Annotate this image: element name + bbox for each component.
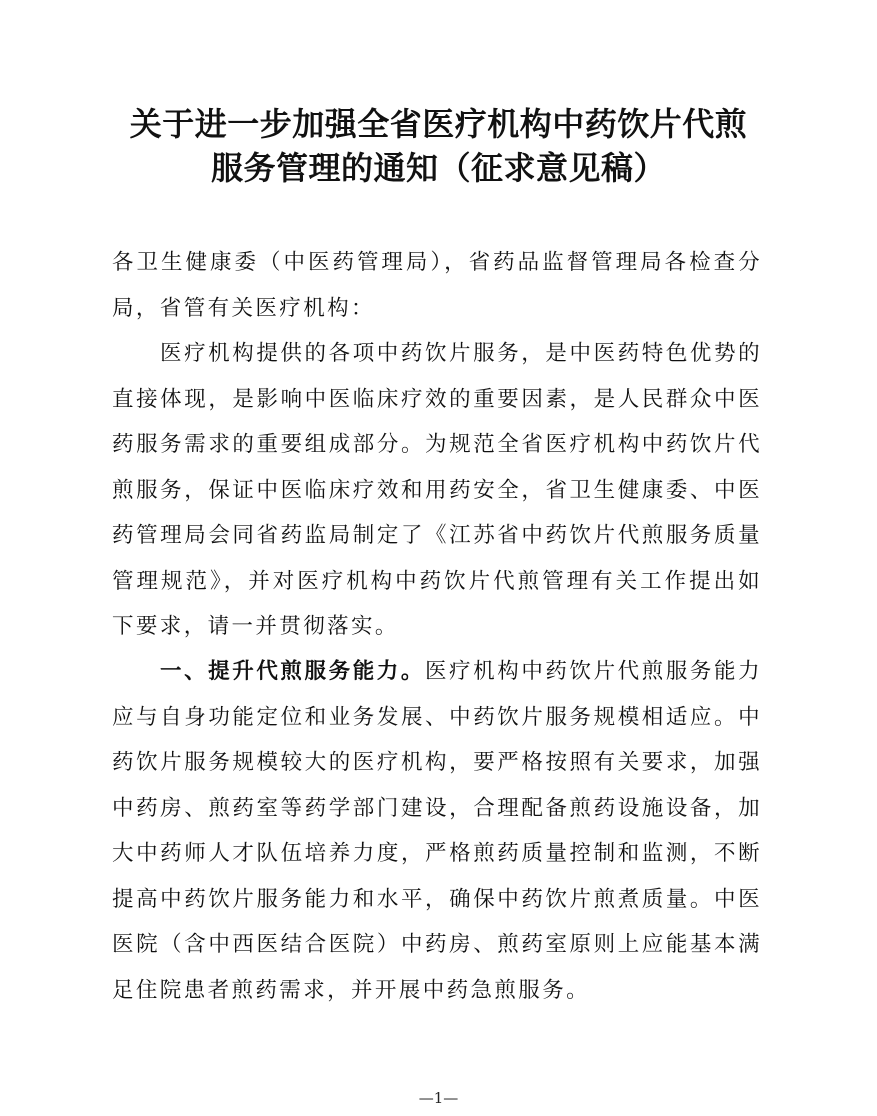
section-1-body: 医疗机构中药饮片代煎服务能力应与自身功能定位和业务发展、中药饮片服务规模相适应。中药饮片服务规模较大的医疗机构，要严格按照有关要求，加强中药房、煎药室等药学部门建设，合理配备煎药设施设备，加大中药师人才队伍培养力度，严格煎药质量控制和监测，不断提高中药饮片服务能力和水平，确保中药饮片煎煮质量。中医医院（含中西医结合医院）中药房、煎药室原则上应能基本满足住院患者煎药需求，并开展中药急煎服务。 xyxy=(112,659,762,1003)
salutation: 各卫生健康委（中医药管理局），省药品监督管理局各检查分局，省管有关医疗机构： xyxy=(112,250,762,321)
intro-paragraph: 医疗机构提供的各项中药饮片服务，是中医药特色优势的直接体现，是影响中医临床疗效的重要因素，是人民群众中医药服务需求的重要组成部分。为规范全省医疗机构中药饮片代煎服务，保证中医临床疗效和用药安全，省卫生健康委、中医药管理局会同省药监局制定了《江苏省中药饮片代煎服务质量管理规范》，并对医疗机构中药饮片代煎管理有关工作提出如下要求，请一并贯彻落实。 xyxy=(112,341,762,639)
document-title-line-2: 服务管理的通知（征求意见稿） xyxy=(210,149,666,187)
document-title-line-1: 关于进一步加强全省医疗机构中药饮片代煎 xyxy=(129,105,748,143)
section-1-heading: 一、提升代煎服务能力。 xyxy=(160,659,425,684)
page-number: —1— xyxy=(418,1089,459,1107)
section-1-paragraph xyxy=(112,649,762,1013)
